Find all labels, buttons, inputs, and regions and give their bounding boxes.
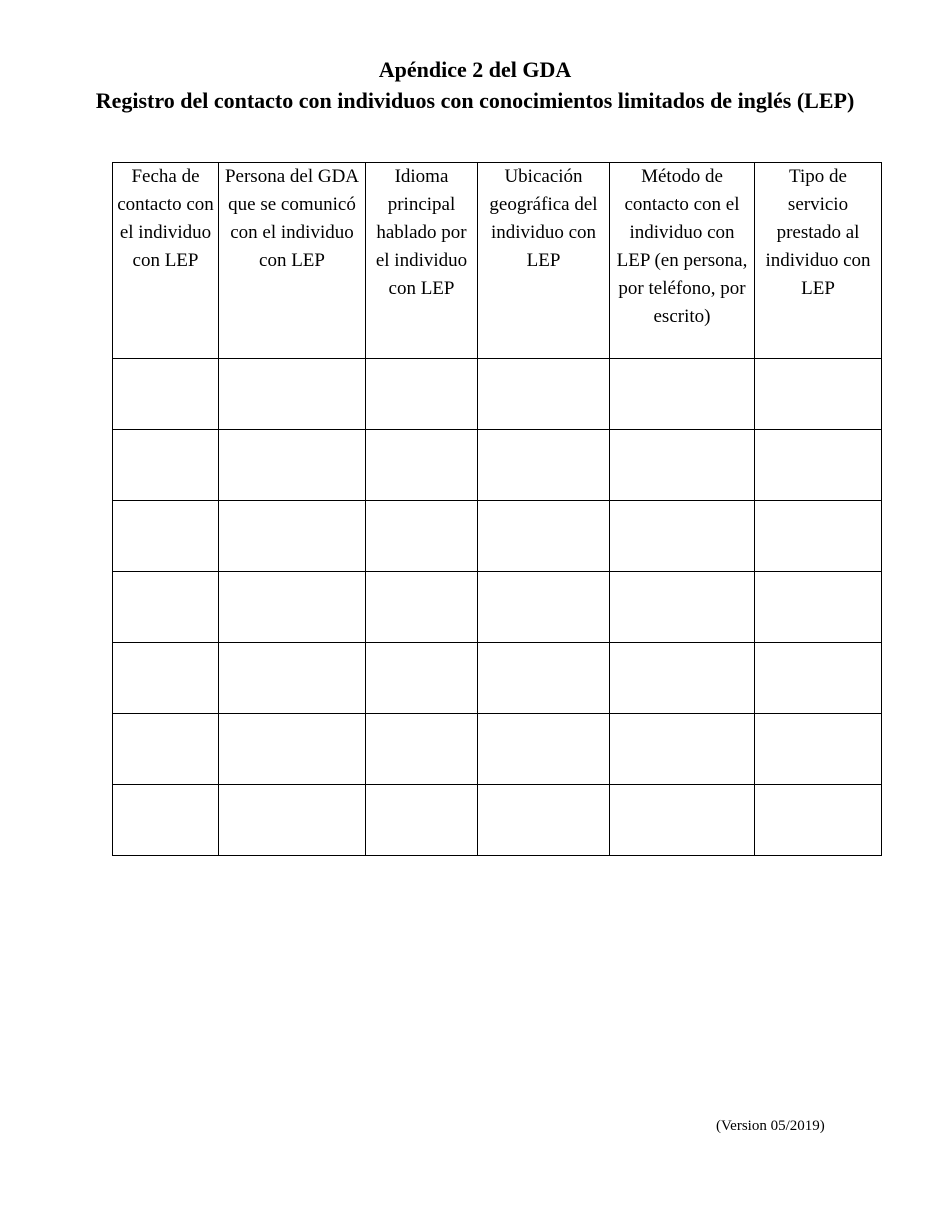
header-gda-person: Persona del GDA que se comunicó con el individuo con LEP (219, 163, 366, 359)
document-header (0, 54, 950, 116)
table-cell (366, 359, 478, 430)
table-cell (478, 430, 610, 501)
table-cell (113, 430, 219, 501)
table-cell (610, 572, 755, 643)
table-body (113, 359, 882, 856)
table-cell (610, 359, 755, 430)
table-cell (366, 714, 478, 785)
header-contact-date: Fecha de contacto con el individuo con LEP (113, 163, 219, 359)
header-primary-language: Idioma principal hablado por el individuo con LEP (366, 163, 478, 359)
header-service-type: Tipo de servicio prestado al individuo con LEP (755, 163, 882, 359)
table-cell (219, 785, 366, 856)
table-cell (219, 501, 366, 572)
header-geographic-location: Ubicación geográfica del individuo con LEP (478, 163, 610, 359)
table-cell (478, 714, 610, 785)
table-row (113, 785, 882, 856)
table-row (113, 430, 882, 501)
table-cell (113, 714, 219, 785)
table-cell (219, 359, 366, 430)
table-cell (113, 501, 219, 572)
document-title: Apéndice 2 del GDA (378, 57, 572, 82)
table-cell (219, 643, 366, 714)
document-subtitle: Registro del contacto con individuos con conocimientos limitados de inglés (LEP) (95, 88, 855, 113)
table-cell (478, 359, 610, 430)
table-cell (219, 572, 366, 643)
table-cell (219, 714, 366, 785)
table-row (113, 714, 882, 785)
table-cell (478, 785, 610, 856)
table-cell (478, 643, 610, 714)
table-cell (366, 572, 478, 643)
header-contact-method: Método de contacto con el individuo con LEP (en persona, por teléfono, por escrito) (610, 163, 755, 359)
table-cell (610, 430, 755, 501)
table-cell (366, 643, 478, 714)
table-row (113, 359, 882, 430)
table-cell (755, 359, 882, 430)
table-cell (113, 359, 219, 430)
table-cell (755, 501, 882, 572)
table-cell (113, 643, 219, 714)
table-cell (755, 430, 882, 501)
table-cell (755, 785, 882, 856)
table-cell (610, 785, 755, 856)
table-cell (366, 785, 478, 856)
table-row (113, 643, 882, 714)
table-cell (478, 501, 610, 572)
table-cell (755, 714, 882, 785)
table-cell (610, 501, 755, 572)
table-cell (478, 572, 610, 643)
table-cell (366, 501, 478, 572)
table-cell (610, 714, 755, 785)
table-header-row (113, 163, 882, 359)
table-row (113, 501, 882, 572)
table-cell (113, 785, 219, 856)
lep-contact-log-table (112, 162, 882, 856)
table-cell (219, 430, 366, 501)
table-cell (366, 430, 478, 501)
table-cell (755, 643, 882, 714)
table-cell (755, 572, 882, 643)
table-cell (113, 572, 219, 643)
table-row (113, 572, 882, 643)
version-label: (Version 05/2019) (716, 1118, 825, 1134)
table-cell (610, 643, 755, 714)
